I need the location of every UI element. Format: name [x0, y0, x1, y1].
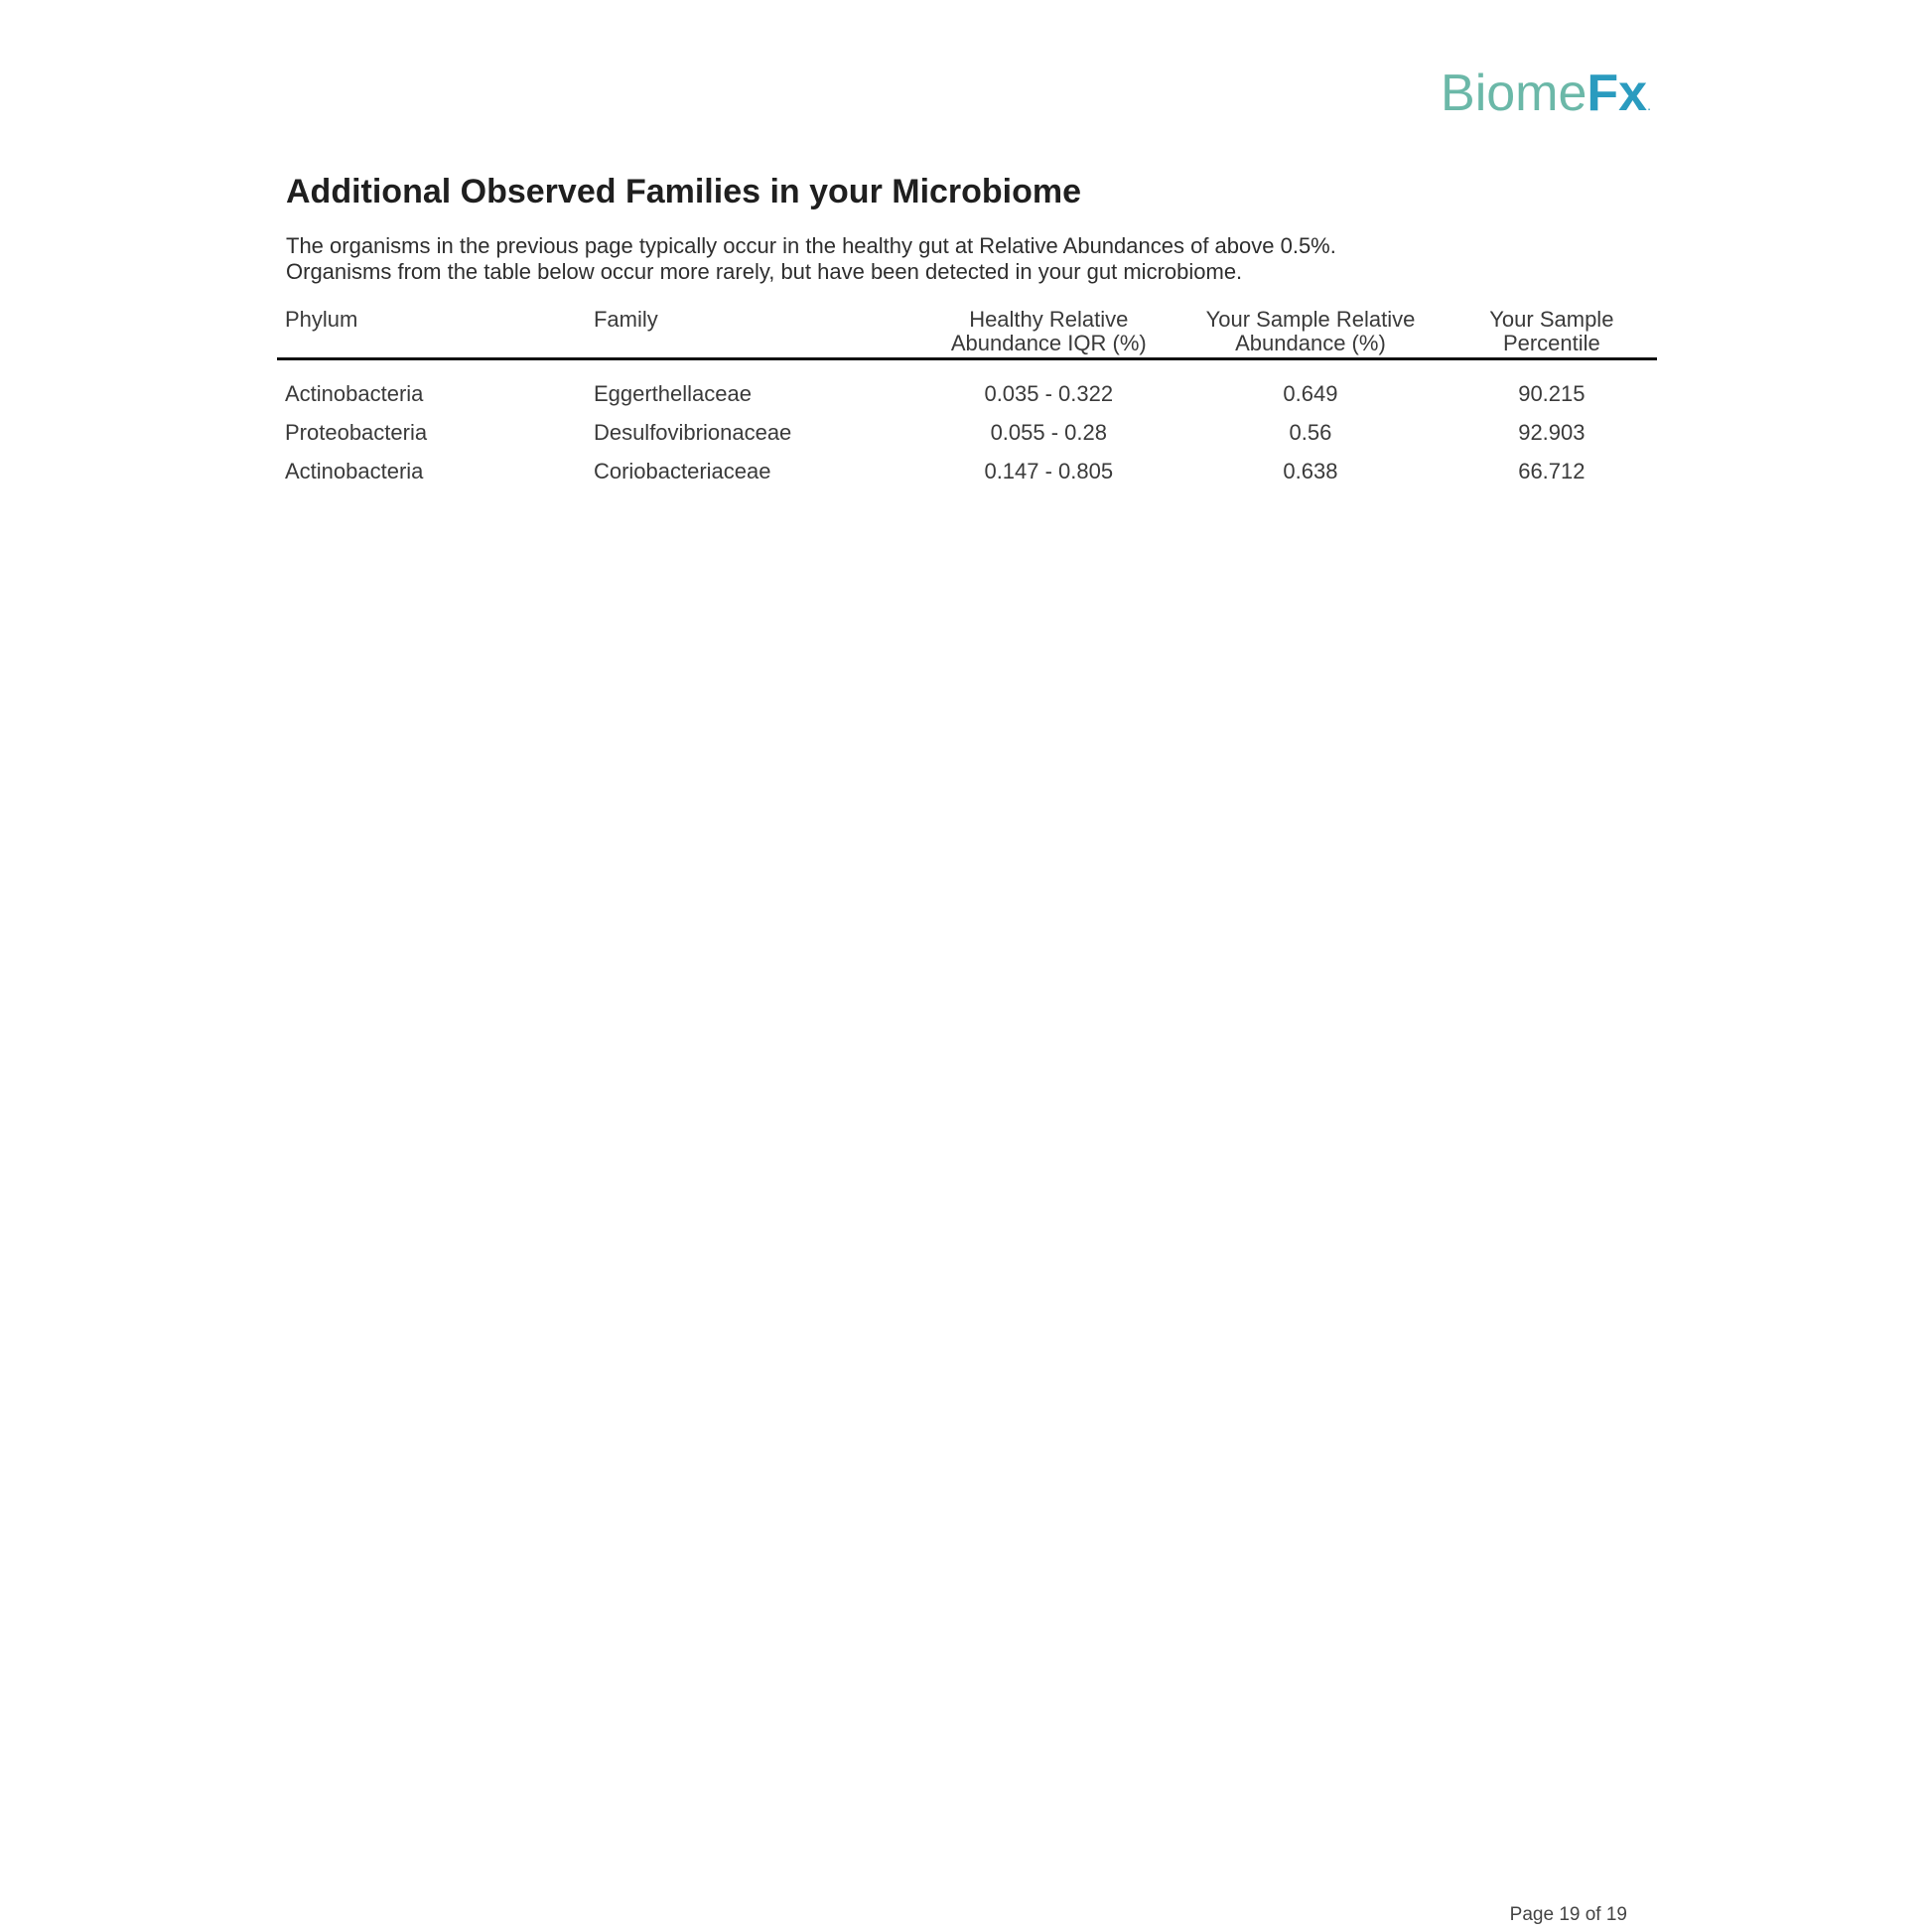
header-relative-line-2: Abundance (%) [1235, 331, 1386, 355]
cell-healthy-iqr: 0.147 - 0.805 [984, 458, 1114, 483]
table-row [277, 359, 1657, 414]
header-phylum [277, 306, 586, 359]
header-percentile-line-2: Percentile [1502, 331, 1600, 355]
table-row [277, 452, 1657, 490]
header-healthy-iqr [922, 306, 1174, 359]
logo-mark: . [1647, 97, 1651, 113]
intro-line-2: Organisms from the table below occur more rarely, but have been detected in your gut microbiome. [286, 259, 1243, 284]
cell-sample-percentile: 92.903 [1518, 419, 1586, 445]
table-header-row [277, 306, 1657, 359]
header-phylum-label: Phylum [285, 307, 358, 332]
cell-family: Eggerthellaceae [593, 380, 752, 406]
header-sample-relative [1174, 306, 1447, 359]
page-title: Additional Observed Families in your Microbiome [286, 173, 1082, 210]
families-table [277, 306, 1657, 490]
header-iqr-line-1: Healthy Relative [969, 307, 1129, 332]
logo-biome-text: Biome [1441, 65, 1587, 122]
logo-fx-text: Fx [1587, 65, 1648, 122]
cell-sample-percentile: 90.215 [1518, 380, 1586, 406]
intro-text [286, 233, 1676, 285]
biomefx-logo [1441, 64, 1651, 135]
cell-phylum: Actinobacteria [285, 458, 424, 483]
cell-sample-relative: 0.56 [1289, 419, 1332, 445]
intro-line-1: The organisms in the previous page typically occur in the healthy gut at Relative Abundances of above 0.5%. [286, 233, 1336, 258]
cell-sample-percentile: 66.712 [1518, 458, 1586, 483]
cell-family: Coriobacteriaceae [593, 458, 771, 483]
header-iqr-line-2: Abundance IQR (%) [950, 331, 1147, 355]
page-number: Page 19 of 19 [1509, 1904, 1627, 1925]
header-relative-line-1: Your Sample Relative [1205, 307, 1416, 332]
cell-sample-relative: 0.638 [1283, 458, 1338, 483]
cell-healthy-iqr: 0.035 - 0.322 [984, 380, 1114, 406]
header-phylum-spacer [285, 332, 578, 355]
cell-phylum: Proteobacteria [285, 419, 428, 445]
cell-healthy-iqr: 0.055 - 0.28 [990, 419, 1107, 445]
header-family-label: Family [593, 307, 658, 332]
table-row [277, 413, 1657, 452]
header-sample-percentile [1447, 306, 1657, 359]
header-family [586, 306, 922, 359]
header-percentile-line-1: Your Sample [1489, 307, 1614, 332]
cell-family: Desulfovibrionaceae [593, 419, 792, 445]
cell-sample-relative: 0.649 [1283, 380, 1338, 406]
cell-phylum: Actinobacteria [285, 380, 424, 406]
header-family-spacer [594, 332, 914, 355]
